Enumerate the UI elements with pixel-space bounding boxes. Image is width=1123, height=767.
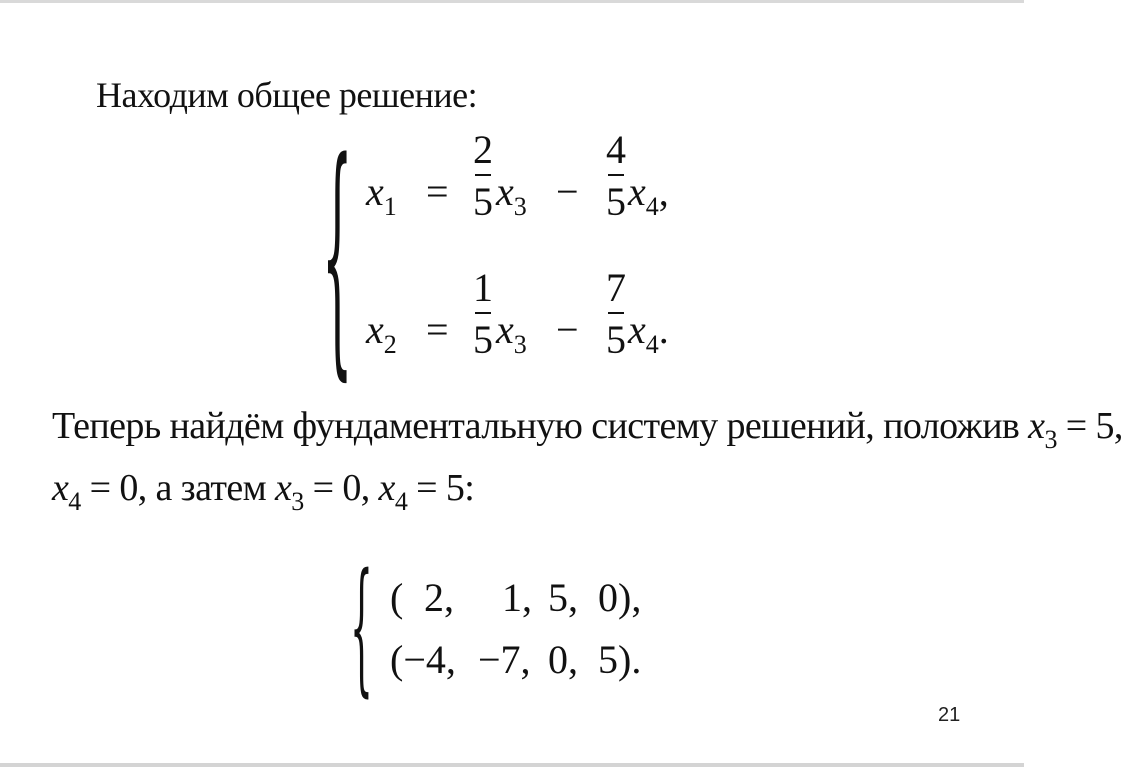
row2-minus: − — [556, 307, 579, 352]
row1-lhs-var: x — [366, 169, 384, 214]
vector-2-component-1: (−4, — [390, 637, 456, 682]
row2-lhs — [366, 308, 397, 357]
row1-frac1-bar — [475, 174, 491, 176]
row1-term1-var — [496, 170, 527, 219]
row1-frac2-numerator: 4 — [606, 127, 626, 172]
paragraph-line1-sub: 3 — [1044, 425, 1057, 454]
row2-frac1-denominator: 5 — [473, 317, 493, 362]
row1-fraction-2 — [604, 128, 628, 224]
vector-2-component-3: 0, — [548, 637, 578, 682]
vector-1-component-3: 5, — [548, 575, 578, 620]
vector-2-component-4: 5). — [598, 637, 642, 682]
paragraph-line2-sub-c: 4 — [394, 487, 408, 516]
slide-heading: Находим общее решение: — [96, 75, 478, 115]
paragraph-line2-sub-a: 4 — [68, 487, 81, 516]
paragraph-line2-var-c: x — [378, 467, 395, 509]
row1-frac1-denominator: 5 — [473, 179, 493, 224]
row2-t2-sub: 4 — [645, 330, 659, 359]
row2-frac1-numerator: 1 — [473, 265, 493, 310]
row2-lhs-sub: 2 — [383, 330, 397, 359]
page-number: 21 — [938, 704, 961, 726]
row1-frac1-numerator: 2 — [473, 127, 493, 172]
row1-t2-sub: 4 — [645, 192, 659, 221]
paragraph-line1-text: Теперь найдём фундаментальную систему решений, положив — [52, 405, 1029, 447]
slide-bottom-border — [0, 763, 1024, 767]
row1-t1-sub: 3 — [513, 192, 527, 221]
paragraph-line2-end: = 5: — [407, 467, 475, 509]
row1-equals: = — [426, 169, 449, 214]
vector-2-component-2: −7, — [478, 637, 531, 682]
row2-t1-var: x — [496, 307, 514, 352]
row1-lhs-sub: 1 — [383, 192, 397, 221]
row2-t1-sub: 3 — [513, 330, 527, 359]
row2-lhs-var: x — [366, 307, 384, 352]
row2-term1-var — [496, 308, 527, 357]
row2-equals: = — [426, 307, 449, 352]
left-brace-system-2: { — [350, 544, 373, 712]
row1-end-punct: , — [658, 169, 669, 214]
paragraph-line2-sub-b: 3 — [291, 487, 304, 516]
row1-t1-var: x — [496, 169, 514, 214]
row1-fraction-1 — [471, 128, 495, 224]
paragraph-line-2 — [52, 466, 474, 514]
paragraph-line-1 — [52, 404, 1123, 452]
row2-frac2-denominator: 5 — [606, 317, 626, 362]
vector-1-component-2: 1, — [502, 575, 532, 620]
vector-1-component-4: 0), — [598, 575, 642, 620]
paragraph-line2-mid2: = 0, — [303, 467, 379, 509]
paragraph-line1-rest: = 5, — [1056, 405, 1123, 447]
row1-lhs — [366, 170, 397, 219]
vector-1-open-paren: ( — [390, 575, 404, 620]
paragraph-line2-var-a: x — [52, 467, 69, 509]
paragraph-line1-var: x — [1028, 405, 1045, 447]
row1-t2-var: x — [628, 169, 646, 214]
row2-frac1-bar — [475, 312, 491, 314]
row1-frac2-bar — [608, 174, 624, 176]
row2-t2-var: x — [628, 307, 646, 352]
vector-1-component-1: 2, — [424, 575, 454, 620]
paragraph-line2-mid: = 0, а затем — [80, 467, 275, 509]
row2-end-punct: . — [658, 307, 669, 352]
row1-term2-var — [628, 170, 669, 219]
row2-fraction-2 — [604, 266, 628, 362]
row2-fraction-1 — [471, 266, 495, 362]
row2-term2-var — [628, 308, 669, 357]
row2-frac2-bar — [608, 312, 624, 314]
paragraph-line2-var-b: x — [275, 467, 292, 509]
left-brace-system-1: { — [322, 111, 353, 405]
row2-frac2-numerator: 7 — [606, 265, 626, 310]
row1-frac2-denominator: 5 — [606, 179, 626, 224]
row1-minus: − — [556, 169, 579, 214]
